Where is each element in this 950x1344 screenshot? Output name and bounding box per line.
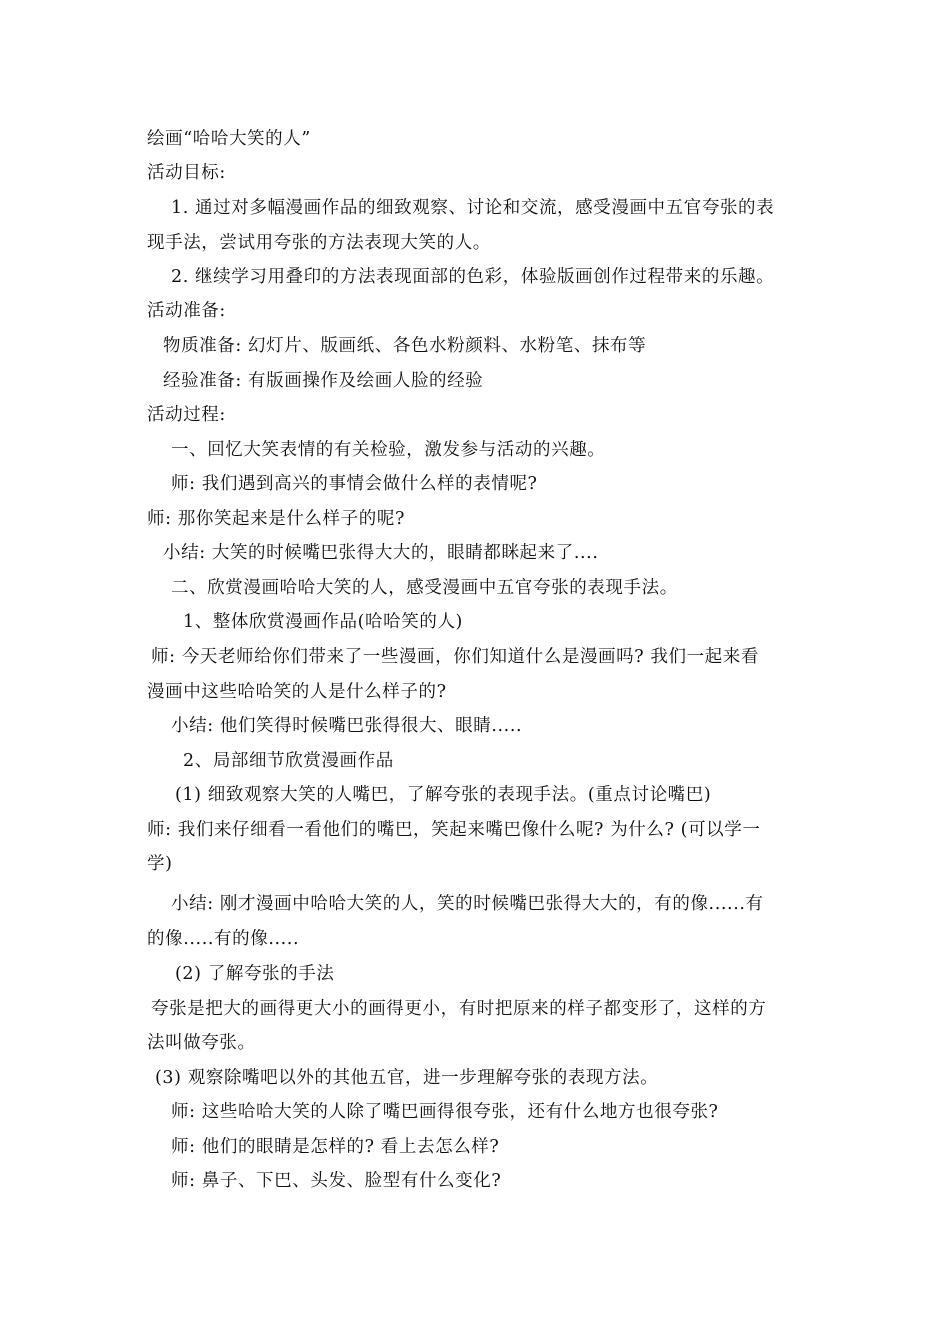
- teacher-line-continued: 学): [147, 854, 173, 874]
- goal-item-2: 2. 继续学习用叠印的方法表现面部的色彩，体验版画创作过程带来的乐趣。: [171, 267, 775, 287]
- definition-line: 夸张是把大的画得更大小的画得更小，有时把原来的样子都变形了，这样的方: [151, 999, 767, 1019]
- goal-item-1-continued: 现手法，尝试用夸张的方法表现大笑的人。: [147, 233, 491, 253]
- summary-line-continued: 的像.....有的像.....: [147, 929, 300, 949]
- definition-line-continued: 法叫做夸张。: [147, 1033, 256, 1053]
- section-heading-preparation: 活动准备:: [147, 301, 226, 321]
- section-heading-goals: 活动目标:: [147, 163, 226, 183]
- document-title: 绘画“哈哈大笑的人”: [147, 129, 311, 149]
- teacher-line: 师: 那你笑起来是什么样子的呢?: [147, 509, 405, 529]
- experience-preparation: 经验准备: 有版画操作及绘画人脸的经验: [163, 371, 484, 391]
- summary-line: 小结: 他们笑得时候嘴巴张得很大、眼睛.....: [171, 716, 523, 736]
- sub-step-1: 1、整体欣赏漫画作品(哈哈笑的人): [183, 612, 463, 632]
- process-step-2: 二、欣赏漫画哈哈大笑的人，感受漫画中五官夸张的表现手法。: [171, 578, 678, 598]
- teacher-line: 师: 这些哈哈大笑的人除了嘴巴画得很夸张，还有什么地方也很夸张?: [171, 1102, 719, 1122]
- teacher-line: 师: 我们遇到高兴的事情会做什么样的表情呢?: [171, 474, 538, 494]
- teacher-line: 师: 鼻子、下巴、头发、脸型有什么变化?: [171, 1171, 502, 1191]
- sub-step-2: 2、局部细节欣赏漫画作品: [183, 751, 394, 771]
- teacher-line-continued: 漫画中这些哈哈笑的人是什么样子的?: [147, 682, 447, 702]
- summary-line: 小结: 大笑的时候嘴巴张得大大的，眼睛都眯起来了....: [163, 543, 599, 563]
- sub-step-2-part-3: (3) 观察除嘴吧以外的其他五官，进一步理解夸张的表现方法。: [155, 1068, 659, 1088]
- summary-line: 小结: 刚才漫画中哈哈大笑的人，笑的时候嘴巴张得大大的，有的像......有: [171, 894, 764, 914]
- teacher-line: 师: 我们来仔细看一看他们的嘴巴，笑起来嘴巴像什么呢? 为什么? (可以学一: [147, 820, 761, 840]
- material-preparation: 物质准备: 幻灯片、版画纸、各色水粉颜料、水粉笔、抹布等: [163, 336, 647, 356]
- sub-step-2-part-2: (2) 了解夸张的手法: [175, 964, 335, 984]
- teacher-line: 师: 今天老师给你们带来了一些漫画，你们知道什么是漫画吗? 我们一起来看: [151, 647, 760, 667]
- section-heading-process: 活动过程:: [147, 405, 226, 425]
- process-step-1: 一、回忆大笑表情的有关检验，激发参与活动的兴趣。: [171, 440, 606, 460]
- teacher-line: 师: 他们的眼睛是怎样的? 看上去怎么样?: [171, 1137, 500, 1157]
- goal-item-1: 1. 通过对多幅漫画作品的细致观察、讨论和交流，感受漫画中五官夸张的表: [171, 198, 775, 218]
- sub-step-2-part-1: (1) 细致观察大笑的人嘴巴，了解夸张的表现手法。(重点讨论嘴巴): [175, 785, 712, 805]
